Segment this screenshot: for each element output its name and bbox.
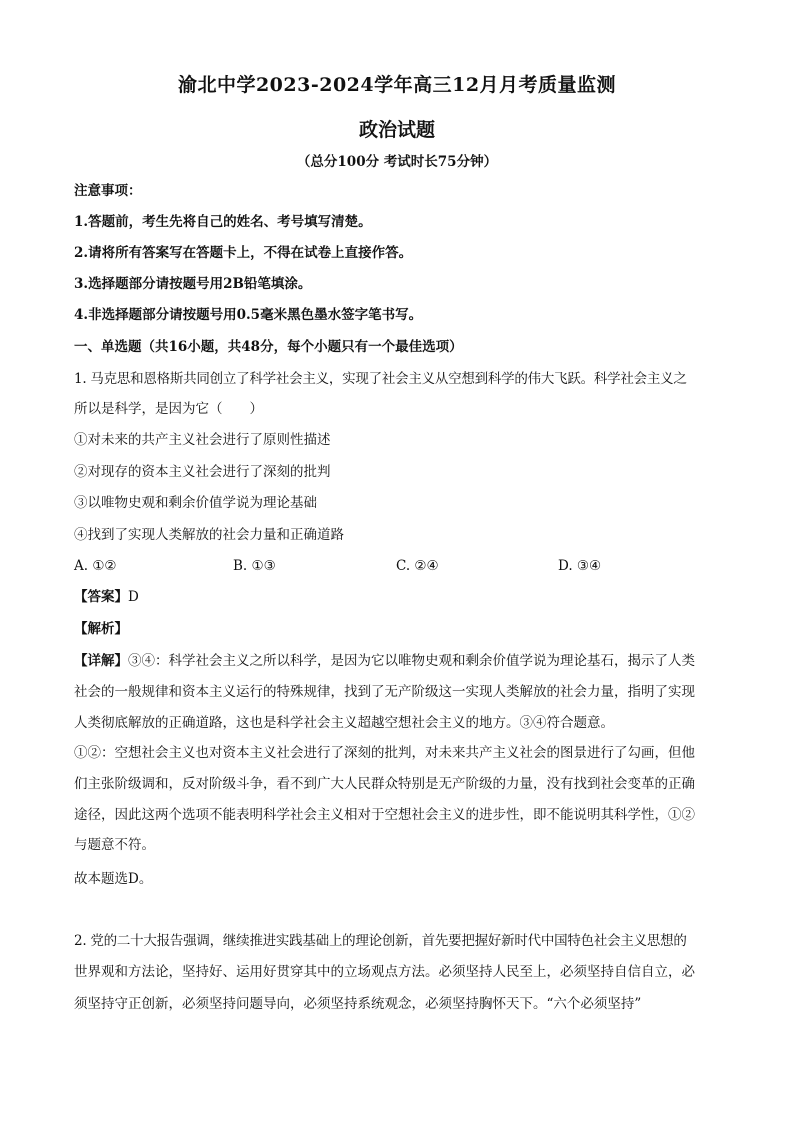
- q2-stem-line: 2. 党的二十大报告强调，继续推进实践基础上的理论创新，首先要把握好新时代中国特色社会主义思想的: [74, 933, 687, 949]
- q1-statement: ②对现存的资本主义社会进行了深刻的批判: [74, 464, 331, 480]
- q2-stem-line: 世界观和方法论，坚持好、运用好贯穿其中的立场观点方法。必须坚持人民至上，必须坚持自信自立，必: [74, 964, 695, 981]
- subject-title: 政治试题: [358, 119, 435, 141]
- q1-option-b: B. ①③: [233, 558, 276, 574]
- q1-stem-line: 所以是科学，是因为它（ ）: [74, 401, 263, 417]
- detail-text: 途径，因此这两个选项不能表明科学社会主义相对于空想社会主义的进步性，即不能说明其科学性，①②: [74, 806, 695, 823]
- detail-text: 与题意不符。: [74, 837, 155, 854]
- q1-option-d: D. ③④: [558, 558, 602, 574]
- answer-label: 【答案】: [74, 589, 128, 605]
- notice-heading: 注意事项：: [74, 183, 142, 199]
- q2-stem: [74, 926, 726, 1020]
- section-title: 一、单选题（共16小题，共48分，每个小题只有一个最佳选项）: [74, 339, 463, 355]
- notice-item: 2.请将所有答案写在答题卡上，不得在试卷上直接作答。: [74, 245, 413, 261]
- detail-text: ③④：科学社会主义之所以科学，是因为它以唯物史观和剩余价值学说为理论基石，揭示了人类: [128, 653, 695, 669]
- q1-option-c: C. ②④: [396, 558, 439, 574]
- detail-text: 们主张阶级调和，反对阶级斗争，看不到广大人民群众特别是无产阶级的力量，没有找到社会变革的正确: [74, 775, 695, 792]
- detail-text: ①②：空想社会主义也对资本主义社会进行了深刻的批判，对未来共产主义社会的图景进行了勾画，但他: [74, 745, 695, 761]
- q1-detail-paragraph: [74, 646, 726, 738]
- q1-option-a: A. ①②: [74, 558, 117, 574]
- q1-answer: [74, 587, 724, 607]
- q1-statement: ④找到了实现人类解放的社会力量和正确道路: [74, 527, 344, 543]
- detail-label: 【详解】: [74, 653, 128, 669]
- notice-item: 4.非选择题部分请按题号用0.5毫米黑色墨水签字笔书写。: [74, 307, 423, 323]
- detail-text: 人类彻底解放的正确道路，这也是科学社会主义超越空想社会主义的地方。③④符合题意。: [74, 714, 614, 731]
- analysis-label: 【解析】: [74, 621, 128, 637]
- q1-conclusion: 故本题选D。: [74, 871, 153, 887]
- notice-item: 1.答题前，考生先将自己的姓名、考号填写清楚。: [74, 214, 372, 230]
- q1-statement: ①对未来的共产主义社会进行了原则性描述: [74, 432, 331, 448]
- page-title: 渝北中学2023-2024学年高三12月月考质量监测: [177, 74, 617, 96]
- notice-item: 3.选择题部分请按题号用2B铅笔填涂。: [74, 276, 312, 292]
- exam-meta: （总分100分 考试时长75分钟）: [296, 154, 498, 170]
- q1-stem-line: 1. 马克思和恩格斯共同创立了科学社会主义，实现了社会主义从空想到科学的伟大飞跃。科学社会主义之: [74, 371, 687, 387]
- q1-detail-paragraph-2: [74, 738, 726, 861]
- detail-text: 社会的一般规律和资本主义运行的特殊规律，找到了无产阶级这一实现人类解放的社会力量，指明了实现: [74, 683, 695, 700]
- answer-value: D: [128, 589, 139, 605]
- q1-statement: ③以唯物史观和剩余价值学说为理论基础: [74, 495, 317, 511]
- q2-stem-line: 须坚持守正创新，必须坚持问题导向，必须坚持系统观念，必须坚持胸怀天下。“六个必须坚持”: [74, 995, 642, 1012]
